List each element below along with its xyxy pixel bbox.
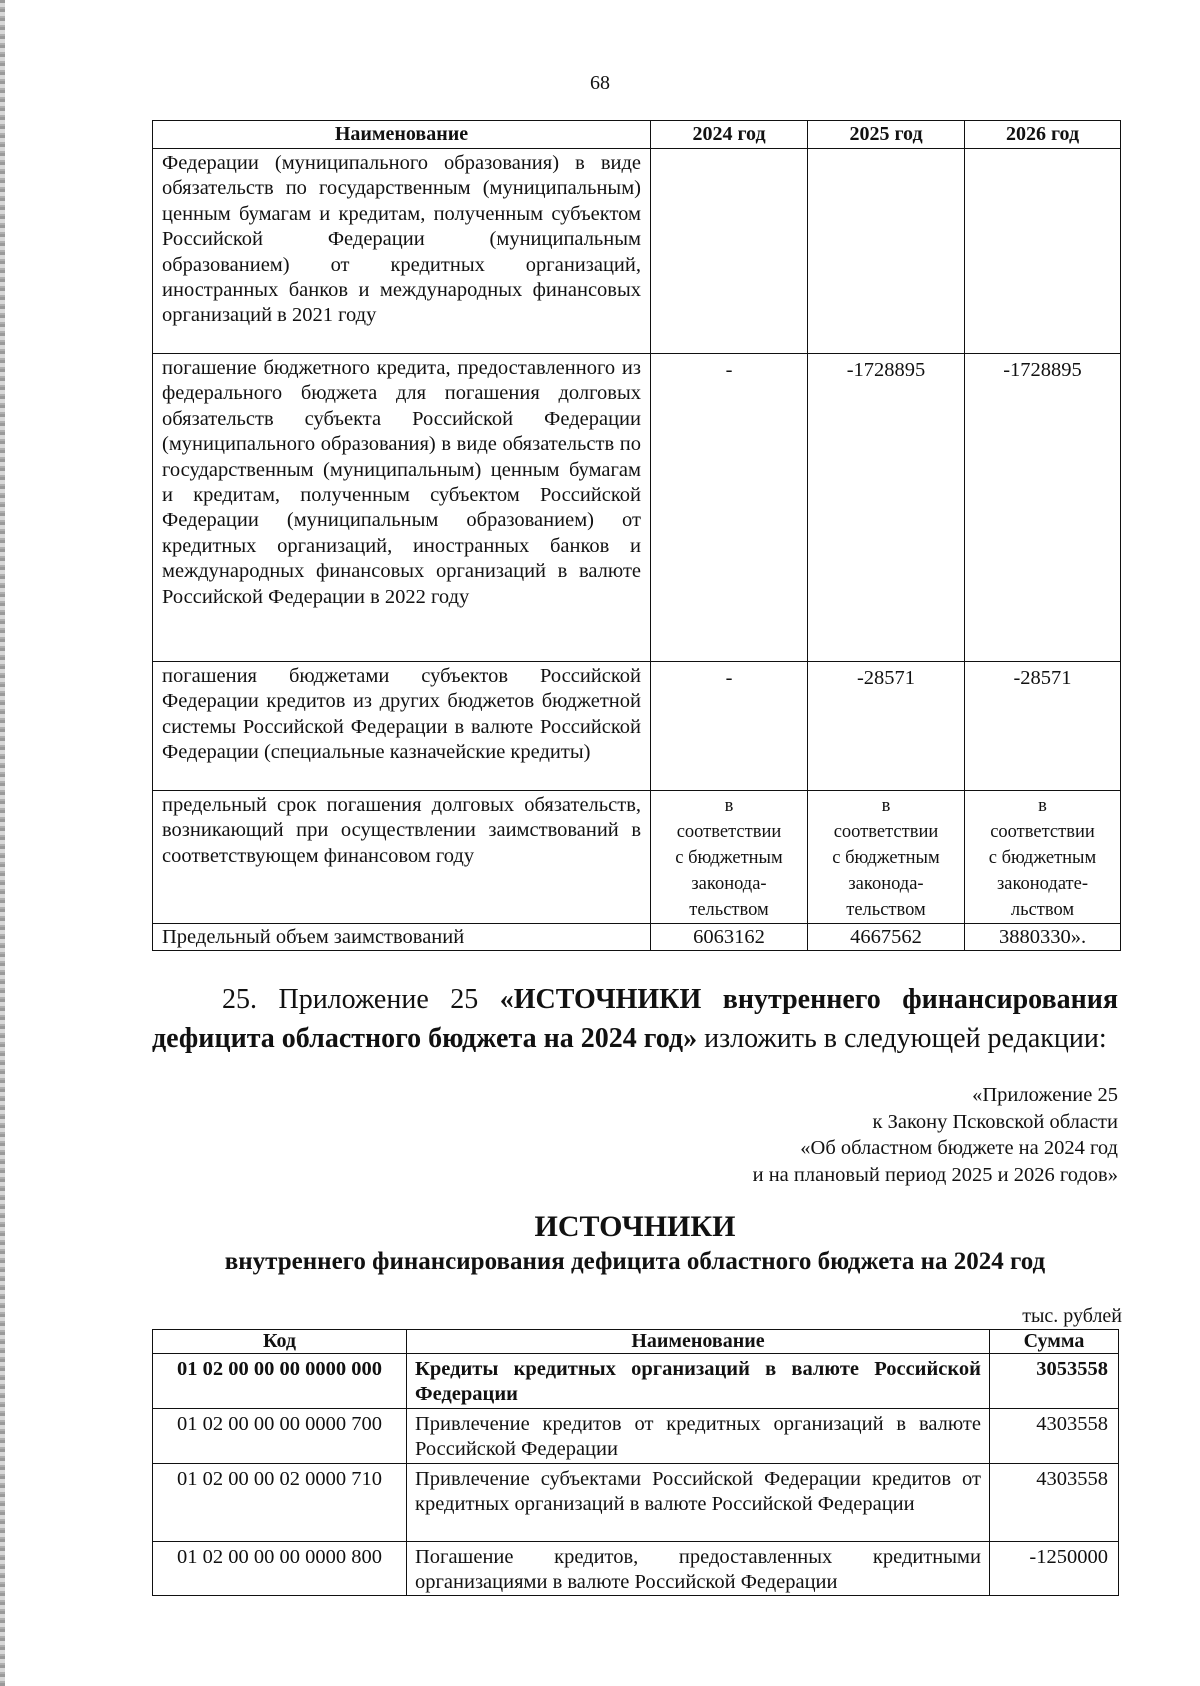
paragraph-number: 25. [222, 984, 257, 1015]
cell-2025: 4667562 [808, 924, 965, 951]
header-code: Код [153, 1330, 407, 1354]
table-row [153, 149, 1121, 354]
document-subtitle: внутреннего финансирования дефицита областного бюджета на 2024 год [224, 1248, 1046, 1275]
cell-2025: в соответствии с бюджетным законода- тельством [808, 791, 965, 924]
appendix-line: «Приложение 25 [972, 1084, 1118, 1106]
table-row-total [153, 924, 1121, 951]
cell-2026: в соответствии с бюджетным законодате- льством [965, 791, 1121, 924]
row-name: Федерации (муниципального образования) в виде обязательств по государственным (муниципальным) ценным бумагам и кредитам, полученным субъектом Российской Федерации (муниципальным образованием) от кредитных организаций, иностранных банков и международных финансовых организаций в 2021 году [153, 149, 651, 354]
table-row [153, 662, 1121, 791]
row-name: погашение бюджетного кредита, предоставленного из федерального бюджета для погашения долговых обязательств субъекта Российской Федерации (муниципального образования) в виде обязательств по государственным (муниципальным) ценным бумагам и кредитам, полученным субъектом Российской Федерации (муниципальным образованием) от кредитных организаций, иностранных банков и международных финансовых организаций в валюте Российской Федерации в 2022 году [153, 354, 651, 662]
cell-2024: - [651, 662, 808, 791]
table-row [153, 1463, 1119, 1541]
cell-2026: -1728895 [965, 354, 1121, 662]
row-code: 01 02 00 00 00 0000 000 [153, 1354, 407, 1409]
table-row [153, 791, 1121, 924]
document-title: ИСТОЧНИКИ [534, 1210, 736, 1243]
row-name: Предельный объем заимствований [153, 924, 651, 951]
cell-2026 [965, 149, 1121, 354]
header-name: Наименование [407, 1330, 990, 1354]
row-name: Привлечение субъектами Российской Федерации кредитов от кредитных организаций в валюте Российской Федерации [407, 1463, 990, 1541]
cell-2025: -28571 [808, 662, 965, 791]
row-name: предельный срок погашения долговых обязательств, возникающий при осуществлении заимствований в соответствующем финансовом году [153, 791, 651, 924]
header-2025: 2025 год [808, 121, 965, 149]
row-sum: 4303558 [990, 1463, 1119, 1541]
appendix-line: к Закону Псковской области [872, 1110, 1118, 1133]
row-name: Кредиты кредитных организаций в валюте Российской Федерации [407, 1354, 990, 1409]
header-name: Наименование [153, 121, 651, 149]
table-header-row [153, 1330, 1119, 1354]
cell-2024: 6063162 [651, 924, 808, 951]
borrowing-limits-table [152, 120, 1121, 951]
table-row [153, 1541, 1119, 1596]
table-row [153, 354, 1121, 662]
appendix-line: и на плановый период 2025 и 2026 годов» [752, 1163, 1118, 1186]
financing-sources-table [152, 1329, 1119, 1596]
cell-2024 [651, 149, 808, 354]
table-header-row [153, 121, 1121, 149]
row-name: погашения бюджетами субъектов Российской Федерации кредитов из других бюджетов бюджетной системы Российской Федерации в валюте Российской Федерации (специальные казначейские кредиты) [153, 662, 651, 791]
page-number: 68 [590, 72, 610, 94]
cell-2024: - [651, 354, 808, 662]
paragraph-lead: Приложение 25 [278, 984, 479, 1015]
header-2026: 2026 год [965, 121, 1121, 149]
table-row [153, 1354, 1119, 1409]
row-code: 01 02 00 00 00 0000 800 [153, 1541, 407, 1596]
header-2024: 2024 год [651, 121, 808, 149]
row-name: Погашение кредитов, предоставленных кредитными организациями в валюте Российской Федерации [407, 1541, 990, 1596]
cell-2026: -28571 [965, 662, 1121, 791]
appendix-line: «Об областном бюджете на 2024 год [800, 1137, 1118, 1159]
units-label: тыс. рублей [1022, 1305, 1122, 1327]
row-sum: 4303558 [990, 1408, 1119, 1463]
cell-2024: в соответствии с бюджетным законода- тельством [651, 791, 808, 924]
header-sum: Сумма [990, 1330, 1119, 1354]
row-code: 01 02 00 00 00 0000 700 [153, 1408, 407, 1463]
row-sum: 3053558 [990, 1354, 1119, 1409]
row-name: Привлечение кредитов от кредитных организаций в валюте Российской Федерации [407, 1408, 990, 1463]
cell-2025 [808, 149, 965, 354]
row-code: 01 02 00 00 02 0000 710 [153, 1463, 407, 1541]
table-row [153, 1408, 1119, 1463]
paragraph-bold: «ИСТОЧНИКИ внутреннего финансирования дефицита областного бюджета на 2024 год» [152, 984, 1118, 1054]
row-sum: -1250000 [990, 1541, 1119, 1596]
cell-2026: 3880330». [965, 924, 1121, 951]
amendment-paragraph [152, 980, 1118, 1058]
cell-2025: -1728895 [808, 354, 965, 662]
appendix-reference [753, 1082, 1118, 1188]
paragraph-tail: изложить в следующей редакции: [704, 1023, 1107, 1054]
scan-edge [0, 0, 5, 1686]
